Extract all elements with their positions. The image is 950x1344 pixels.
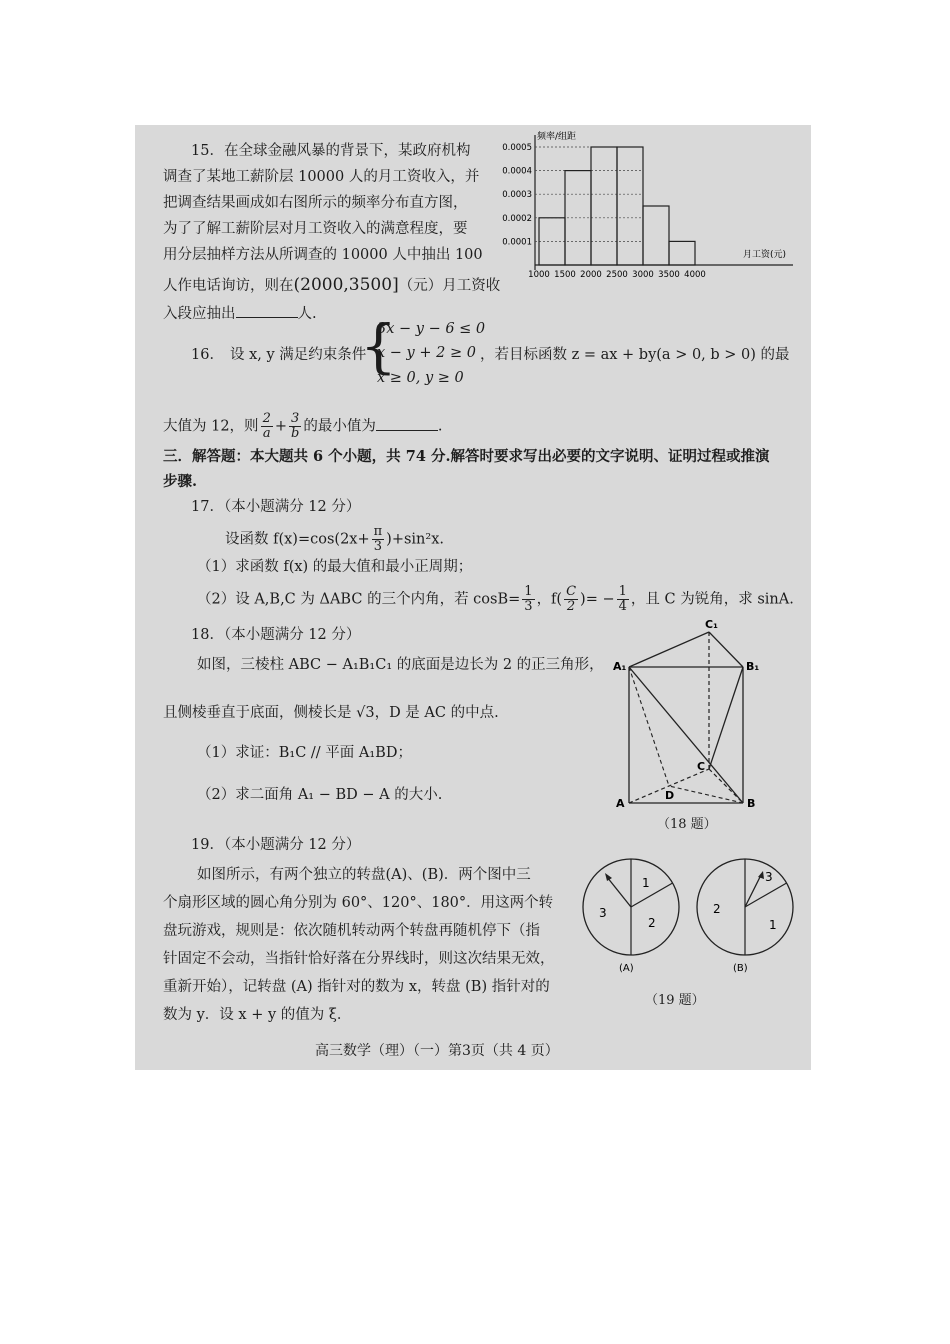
q18-line-1: 如图，三棱柱 ABC − A₁B₁C₁ 的底面是边长为 2 的正三角形， <box>197 657 604 673</box>
q17-part-1: （1）求函数 f(x) 的最大值和最小正周期； <box>197 559 473 575</box>
q15-line-7 <box>163 303 317 324</box>
q15-line-6-text: 人作电话询访，则在 <box>163 278 294 294</box>
label-b1: B₁ <box>746 660 760 673</box>
spinner-b-sector-3: 3 <box>765 870 773 884</box>
q18-part-2: （2）求二面角 A₁ − BD − A 的大小. <box>197 787 443 803</box>
q15-line-6-tail: （元）月工资收 <box>398 278 501 294</box>
q15-line-2: 调查了某地工薪阶层 10000 人的月工资收入，并 <box>163 169 480 185</box>
q19-line-4: 针固定不会动，当指针恰好落在分界线时，则这次结果无效， <box>163 951 555 967</box>
q15-line-6 <box>163 275 500 296</box>
histogram-y-tick-label: 0.0003 <box>502 190 532 201</box>
fraction-denominator: 3 <box>524 599 533 614</box>
q17-function-pre: 设函数 f(x)=cos(2x+ <box>225 531 370 548</box>
spinner-a-sector-2: 2 <box>648 916 656 930</box>
spinner-b-label: (B) <box>733 963 748 974</box>
q15-line-3: 把调查结果画成如右图所示的频率分布直方图， <box>163 195 468 211</box>
q15-line-1: 15．在全球金融风暴的背景下，某政府机构 <box>191 143 471 159</box>
prism-figure <box>613 617 763 817</box>
q16-answer-blank[interactable] <box>376 416 438 431</box>
q15-line-4: 为了了解工薪阶层对月工资收入的满意程度，要 <box>163 221 468 237</box>
edge-c1-b1 <box>709 632 743 667</box>
fraction-1-over-4 <box>617 585 629 614</box>
q16-brace: { <box>360 312 397 380</box>
histogram-bar-3000-3500 <box>643 206 669 265</box>
q16-constraint-1: 3x − y − 6 ≤ 0 <box>377 321 486 337</box>
label-a: A <box>616 797 625 810</box>
histogram-x-tick-label: 3000 <box>632 270 654 280</box>
q19-line-5: 重新开始），记转盘 (A) 指针对的数为 x，转盘 (B) 指针对的 <box>163 979 550 995</box>
label-c: C <box>697 760 706 773</box>
histogram-y-label: 频率/组距 <box>537 132 577 142</box>
q17-function-post: )+sin²x. <box>386 531 444 548</box>
q18-line-2: 且侧棱垂直于底面，侧棱长是 √3，D 是 AC 的中点. <box>163 705 499 721</box>
edge-a1-c1 <box>629 632 709 667</box>
histogram-y-tick-label: 0.0004 <box>502 166 532 177</box>
histogram-y-tick-label: 0.0001 <box>502 237 532 248</box>
section-3-heading: 三．解答题：本大题共 6 个小题，共 74 分.解答时要求写出必要的文字说明、证明过程或推演 <box>163 448 770 465</box>
histogram-bar-3500-4000 <box>669 241 695 265</box>
spinner-a-pointer <box>607 877 631 907</box>
q16-constraint-3: x ≥ 0, y ≥ 0 <box>377 370 464 386</box>
histogram-x-tick-label: 2000 <box>580 270 602 280</box>
fraction-denominator: 2 <box>566 599 576 614</box>
q16-pre: 设 x, y 满足约束条件 <box>230 347 367 363</box>
q15-line-5: 用分层抽样方法从所调查的 10000 人中抽出 100 <box>163 247 483 263</box>
histogram-x-tick-label: 3500 <box>658 270 680 280</box>
histogram-x-tick-label: 2500 <box>606 270 628 280</box>
label-a1: A₁ <box>613 660 627 673</box>
histogram-y-tick-label: 0.0005 <box>502 143 532 153</box>
q16-end: . <box>437 418 443 435</box>
label-b: B <box>747 797 756 810</box>
q19-line-6: 数为 y．设 x + y 的值为 ξ． <box>163 1007 352 1023</box>
label-c1: C₁ <box>705 618 718 631</box>
segment-b-d <box>669 786 743 803</box>
histogram-x-tick-label: 1000 <box>528 270 550 280</box>
fraction-2-over-a <box>261 412 273 441</box>
q15-interval: (2000,3500] <box>293 275 399 295</box>
q17-part-2 <box>197 585 794 614</box>
q15-answer-blank[interactable] <box>236 303 298 318</box>
q16-number: 16． <box>191 347 224 363</box>
fraction-denominator: 4 <box>618 599 627 614</box>
fraction-numerator: C <box>566 584 577 599</box>
fraction-3-over-b <box>289 412 301 441</box>
spinner-b-sector-1: 1 <box>769 918 777 932</box>
segment-b1-c <box>709 667 743 769</box>
fraction-denominator: 3 <box>373 539 383 554</box>
q16-post: ，若目标函数 z = ax + by(a > 0, b > 0) 的最 <box>480 347 790 363</box>
q17-function <box>225 525 444 554</box>
fraction-numerator: π <box>373 524 383 539</box>
q15-line-7-tail: 人. <box>297 306 317 322</box>
q16-constraint-2: x − y + 2 ≥ 0 <box>377 345 476 361</box>
spinner-a-sector-1: 1 <box>642 876 650 890</box>
q17-part-2-eq: )= − <box>580 591 615 608</box>
section-3-heading-2: 步骤. <box>163 473 198 490</box>
q18-title: 18．（本小题满分 12 分） <box>191 627 361 643</box>
q15-line-7-text: 入段应抽出 <box>163 306 236 322</box>
histogram-bar-2500-3000 <box>617 147 643 265</box>
spinner-a-sector-3: 3 <box>599 906 607 920</box>
page-footer: 高三数学（理）（一）第3页（共 4 页） <box>315 1043 559 1059</box>
plus-sign: + <box>274 418 287 435</box>
spinner-b-sector-2: 2 <box>713 902 721 916</box>
fraction-numerator: 3 <box>289 412 301 427</box>
q18-caption: （18 题） <box>657 817 717 832</box>
fraction-pi-over-3 <box>372 525 385 554</box>
q19-caption: （19 题） <box>645 993 705 1008</box>
fraction-numerator: 1 <box>618 584 627 599</box>
q17-part-2-text: （2）设 A,B,C 为 ΔABC 的三个内角，若 cosB= <box>197 591 521 608</box>
fraction-numerator: 2 <box>262 411 271 426</box>
histogram-x-tick-label: 4000 <box>684 270 706 280</box>
spinners-figure <box>575 855 805 985</box>
frequency-histogram <box>493 125 793 280</box>
q17-part-2-f: ，f( <box>536 591 563 608</box>
label-d: D <box>665 789 675 802</box>
histogram-bar-2000-2500 <box>591 147 617 265</box>
q18-part-1: （1）求证：B₁C // 平面 A₁BD； <box>197 745 412 761</box>
q19-line-3: 盘玩游戏，规则是：依次随机转动两个转盘再随机停下（指 <box>163 923 540 939</box>
segment-a1-b <box>629 667 743 803</box>
fraction-denominator: b <box>291 426 300 441</box>
fraction-numerator: 1 <box>524 584 533 599</box>
q16-line-2-tail: 的最小值为 <box>303 418 376 435</box>
spinner-a-label: (A) <box>619 963 634 974</box>
spinner-a-pointer-head <box>605 873 612 881</box>
q16-line-2 <box>163 412 442 441</box>
fraction-denominator: a <box>262 426 271 441</box>
histogram-y-tick-label: 0.0002 <box>502 213 532 224</box>
q16-line-2-text: 大值为 12，则 <box>163 418 259 435</box>
q17-title: 17．（本小题满分 12 分） <box>191 499 361 515</box>
q17-part-2-tail: ，且 C 为锐角，求 sinA. <box>630 591 794 608</box>
q19-line-2: 个扇形区域的圆心角分别为 60°、120°、180°．用这两个转 <box>163 895 554 911</box>
histogram-x-tick-label: 1500 <box>554 270 576 280</box>
segment-a1-d <box>629 667 669 786</box>
q19-title: 19．（本小题满分 12 分） <box>191 837 361 853</box>
fraction-1-over-3 <box>522 585 534 614</box>
q19-line-1: 如图所示，有两个独立的转盘(A)、(B)．两个图中三 <box>197 867 531 883</box>
fraction-c-over-2 <box>564 585 578 614</box>
spinner-a-divider <box>631 883 673 907</box>
histogram-x-label: 月工资(元) <box>743 250 787 260</box>
scanned-page <box>135 125 811 1070</box>
